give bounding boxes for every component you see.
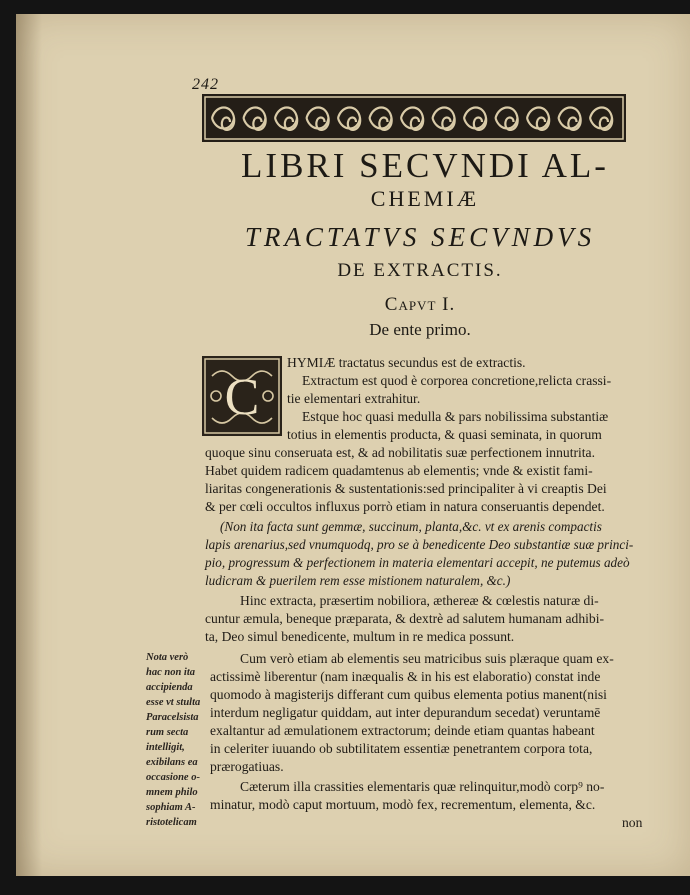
body-line-italic: pio, progressum & perfectionem in materia elementari accepit, ne putemus adeò: [205, 555, 630, 570]
body-line: actissimè liberentur (nam inæqualis & in his est elaboratio) constat inde: [210, 669, 601, 684]
margin-note-line: occasione o-: [146, 772, 200, 783]
body-line-italic: (Non ita facta sunt gemmæ, succinum, planta,&c. vt ex arenis compactis: [220, 519, 602, 534]
initial-letter: C: [224, 369, 260, 426]
chapter-heading: Capvt I.: [384, 294, 456, 315]
body-line: Hinc extracta, præsertim nobiliora, æthereæ & cœlestis naturæ di-: [240, 593, 599, 608]
margin-note-line: hac non ita: [146, 667, 196, 678]
margin-note-line: mnem philo: [146, 787, 198, 798]
body-line-italic: lapis arenarius,sed vnumquodq, pro se à benedicente Deo substantiæ suæ princi-: [205, 537, 634, 552]
body-line: Extractum est quod è corporea concretione,relicta crassi-: [302, 373, 612, 388]
margin-note-line: intelligit,: [146, 742, 185, 753]
body-line: minatur, modò caput mortuum, modò fex, recrementum, elementa, &c.: [210, 797, 596, 812]
body-line: cuntur æmula, beneque præparata, & dextrè ad salutem humanam adhibi-: [205, 611, 604, 626]
body-line: tie elementari extrahitur.: [287, 391, 421, 406]
margin-note-line: exibilans ea: [146, 757, 198, 768]
margin-note-line: accipienda: [146, 682, 193, 693]
head-ornament-icon: [202, 94, 626, 142]
body-line: Habet quidem radicem quadamtenus ab elementis; vnde & existit fami-: [205, 463, 593, 478]
body-line: HYMIÆ tractatus secundus est de extractis.: [287, 355, 526, 370]
margin-note-line: rum secta: [146, 727, 189, 738]
decorated-initial-icon: [202, 356, 282, 436]
tractatus-heading: TRACTATVS SECVNDVS: [244, 222, 596, 252]
margin-note-line: sophiam A-: [146, 802, 196, 813]
margin-note-line: Paracelsista: [146, 712, 199, 723]
book-title-line-1: LIBRI SECVNDI AL-: [241, 146, 609, 185]
body-line: liaritas congenerationis & sustentationis:sed principaliter à vi creaptis Dei: [205, 481, 607, 496]
section-heading: DE EXTRACTIS.: [337, 260, 503, 281]
body-line: prærogatiuas.: [210, 759, 284, 774]
margin-note-line: ristotelicam: [146, 817, 197, 828]
book-title-line-2: CHEMIÆ: [370, 186, 480, 211]
body-line: totius in elementis producta, & quasi seminata, in quorum: [287, 427, 602, 442]
body-line: exaltantur ad æmulationem extractorum; deinde etiam quantas habeant: [210, 723, 595, 738]
body-line: quoque sinu conseruata est, & ad nobilitatis suæ perfectionem innutrita.: [205, 445, 595, 460]
page-number: 242: [192, 76, 219, 93]
body-line: ta, Deo simul benedicente, multum in re medica possunt.: [205, 629, 515, 644]
body-line: interdum negligatur quiddam, aut inter depurandum secedat) veruntamē: [210, 705, 601, 720]
catchword: non: [622, 815, 643, 830]
body-line: Estque hoc quasi medulla & pars nobilissima substantiæ: [302, 409, 609, 424]
body-line: & per cœli occultos influxus porrò etiam in natura conseruantis dependet.: [205, 499, 605, 514]
body-line: in celeriter iuuando ob subtilitatem essentiæ penetrantem corpora tota,: [210, 741, 593, 756]
body-line: quomodo à magisterijs differant cum quibus elementa potius manent(nisi: [210, 687, 607, 702]
body-line-italic: ludicram & puerilem rem esse mistionem naturalem, &c.): [205, 573, 511, 588]
page-gutter-shadow: [16, 14, 42, 876]
margin-note-line: Nota verò: [146, 652, 189, 663]
body-line: Cum verò etiam ab elementis seu matricibus suis plæraque quam ex-: [240, 651, 614, 666]
margin-note-line: esse vt stulta: [146, 697, 201, 708]
body-line: Cæterum illa crassities elementaris quæ relinquitur,modò corp⁹ no-: [240, 779, 605, 794]
chapter-subtitle: De ente primo.: [369, 320, 471, 339]
